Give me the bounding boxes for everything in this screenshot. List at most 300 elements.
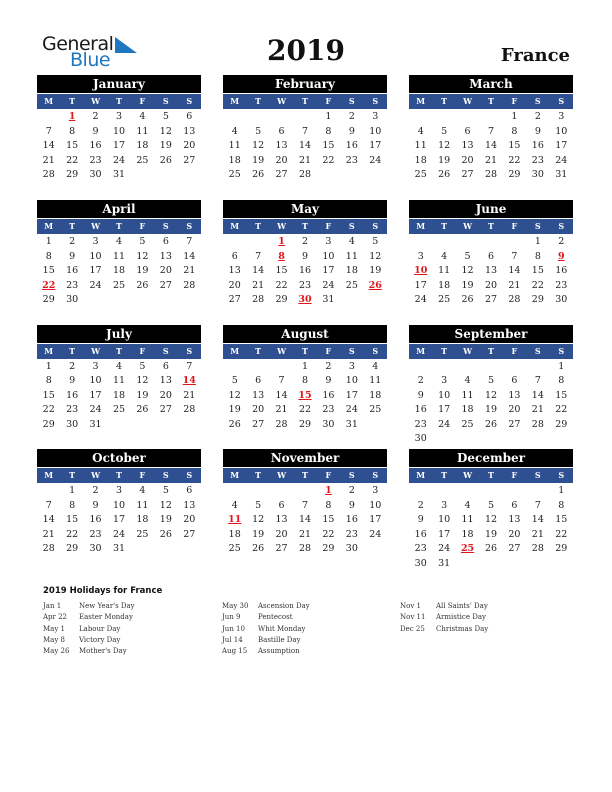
day-cell: 17 bbox=[438, 404, 451, 416]
holiday-name: Easter Monday bbox=[79, 613, 133, 622]
day-cell: 28 bbox=[298, 543, 312, 555]
day-cell: 7 bbox=[511, 250, 518, 262]
empty-cell bbox=[223, 484, 246, 499]
holiday-date: May 8 bbox=[43, 635, 65, 644]
day-cell: 16 bbox=[322, 389, 335, 401]
holiday-name: Labour Day bbox=[79, 624, 121, 633]
weekday-label: S bbox=[348, 470, 355, 480]
empty-cell bbox=[409, 235, 432, 250]
day-cell: 6 bbox=[231, 250, 238, 262]
day-cell: 11 bbox=[345, 250, 358, 262]
day-cell: 28 bbox=[484, 169, 498, 181]
weekday-label: S bbox=[162, 221, 169, 231]
day-cell: 15 bbox=[555, 514, 568, 526]
day-cell: 17 bbox=[112, 514, 126, 526]
weekday-label: T bbox=[69, 221, 76, 231]
day-grid bbox=[409, 110, 573, 183]
day-cell: 14 bbox=[298, 140, 312, 152]
day-cell: 13 bbox=[461, 140, 474, 152]
weekday-label: W bbox=[91, 470, 101, 480]
day-cell: 1 bbox=[45, 360, 52, 372]
day-cell: 9 bbox=[92, 499, 99, 511]
day-cell: 4 bbox=[464, 375, 471, 387]
day-cell: 20 bbox=[461, 154, 474, 166]
day-cell: 21 bbox=[42, 528, 55, 540]
month-title: July bbox=[37, 325, 201, 343]
holiday-row bbox=[222, 612, 310, 623]
empty-cell bbox=[270, 360, 293, 375]
day-cell: 23 bbox=[414, 543, 427, 555]
empty-cell bbox=[293, 484, 316, 499]
day-cell: 6 bbox=[255, 375, 262, 387]
day-cell: 16 bbox=[66, 389, 79, 401]
day-cell: 8 bbox=[558, 375, 565, 387]
day-cell: 1 bbox=[511, 111, 518, 122]
day-cell: 9 bbox=[325, 375, 332, 387]
day-cell: 6 bbox=[278, 499, 285, 511]
day-cell: 17 bbox=[555, 140, 568, 152]
day-cell: 19 bbox=[159, 514, 172, 526]
day-grid bbox=[37, 235, 201, 308]
day-cell: 22 bbox=[322, 154, 335, 166]
day-cell: 27 bbox=[484, 294, 498, 306]
day-cell: 27 bbox=[461, 169, 474, 181]
empty-cell bbox=[409, 360, 432, 375]
empty-cell bbox=[456, 360, 479, 375]
holiday-row bbox=[43, 601, 135, 612]
day-cell: 5 bbox=[487, 375, 495, 387]
day-cell: 16 bbox=[66, 265, 79, 277]
day-cell: 9 bbox=[69, 375, 76, 387]
day-cell: 18 bbox=[136, 514, 149, 526]
day-cell: 10 bbox=[369, 499, 382, 511]
weekday-label: W bbox=[277, 221, 287, 231]
day-cell: 29 bbox=[66, 169, 79, 181]
holiday-date: May 30 bbox=[222, 602, 249, 610]
day-cell: 22 bbox=[275, 279, 288, 291]
day-cell: 26 bbox=[438, 169, 451, 181]
month-title: October bbox=[37, 449, 201, 467]
weekday-header bbox=[409, 344, 573, 359]
weekday-label: T bbox=[488, 470, 494, 480]
day-cell: 5 bbox=[255, 125, 262, 137]
day-cell: 27 bbox=[159, 404, 172, 416]
day-cell: 13 bbox=[275, 140, 288, 152]
weekday-label: M bbox=[416, 470, 426, 480]
day-cell: 6 bbox=[186, 485, 193, 496]
day-cell: 7 bbox=[301, 125, 309, 137]
holiday-row bbox=[43, 612, 135, 623]
day-cell: 21 bbox=[531, 404, 544, 416]
day-cell: 6 bbox=[511, 375, 518, 387]
day-cell: 17 bbox=[345, 389, 358, 401]
day-cell: 6 bbox=[162, 236, 169, 247]
empty-cell bbox=[409, 484, 432, 499]
holiday-name: Assumption bbox=[258, 647, 300, 656]
day-cell: 14 bbox=[252, 265, 265, 277]
day-cell: 30 bbox=[66, 418, 79, 430]
weekday-label: S bbox=[372, 221, 379, 231]
day-cell: 15 bbox=[322, 140, 335, 152]
day-cell: 10 bbox=[112, 125, 126, 137]
day-cell: 9 bbox=[348, 499, 355, 511]
weekday-label: W bbox=[277, 96, 287, 106]
empty-cell bbox=[223, 110, 246, 125]
day-cell: 3 bbox=[348, 360, 355, 372]
day-cell: 29 bbox=[298, 418, 312, 430]
weekday-label: F bbox=[511, 96, 518, 106]
day-cell: 2 bbox=[92, 485, 99, 496]
day-cell: 3 bbox=[558, 111, 565, 122]
day-cell: 4 bbox=[441, 250, 448, 262]
day-cell: 7 bbox=[487, 125, 495, 137]
day-cell: 23 bbox=[298, 279, 312, 291]
holiday-row bbox=[43, 624, 135, 635]
day-cell: 13 bbox=[508, 389, 521, 401]
day-grid bbox=[37, 110, 201, 183]
weekday-label: T bbox=[488, 221, 494, 231]
day-cell: 18 bbox=[461, 528, 474, 540]
empty-cell bbox=[503, 360, 526, 375]
weekday-label: F bbox=[139, 345, 146, 356]
day-cell: 6 bbox=[487, 250, 495, 262]
day-cell: 21 bbox=[42, 154, 55, 166]
day-cell: 8 bbox=[534, 250, 541, 262]
day-cell: 29 bbox=[42, 418, 55, 430]
weekday-header bbox=[223, 468, 387, 483]
holiday-row bbox=[222, 601, 310, 612]
day-cell: 23 bbox=[89, 154, 102, 166]
day-cell: 30 bbox=[89, 543, 102, 555]
day-cell: 2 bbox=[534, 111, 541, 122]
weekday-label: M bbox=[230, 221, 240, 231]
weekday-label: W bbox=[91, 221, 101, 231]
day-cell: 15 bbox=[555, 389, 568, 401]
weekday-label: S bbox=[534, 96, 541, 106]
month-august bbox=[223, 325, 387, 433]
holiday-row bbox=[222, 646, 310, 657]
day-cell: 10 bbox=[438, 389, 451, 401]
holiday-name: All Saints' Day bbox=[436, 602, 488, 610]
day-cell: 4 bbox=[139, 485, 146, 496]
empty-cell bbox=[503, 235, 526, 250]
day-cell: 20 bbox=[484, 279, 498, 291]
weekday-header bbox=[409, 468, 573, 483]
empty-cell bbox=[479, 360, 502, 375]
day-cell: 27 bbox=[228, 294, 241, 306]
day-cell: 16 bbox=[298, 265, 312, 277]
month-may bbox=[223, 200, 387, 308]
day-cell: 11 bbox=[414, 140, 427, 152]
weekday-header bbox=[37, 94, 201, 109]
weekday-label: F bbox=[511, 470, 518, 480]
day-cell: 12 bbox=[136, 250, 149, 262]
day-cell: 23 bbox=[89, 528, 102, 540]
day-grid bbox=[223, 484, 387, 557]
day-cell: 4 bbox=[139, 111, 146, 122]
day-cell: 7 bbox=[45, 499, 52, 511]
holiday-row bbox=[400, 601, 488, 612]
day-cell: 13 bbox=[183, 499, 196, 511]
day-cell: 23 bbox=[66, 404, 79, 416]
day-cell: 20 bbox=[183, 140, 196, 152]
day-cell: 1 bbox=[301, 360, 309, 372]
empty-cell bbox=[503, 484, 526, 499]
day-cell: 19 bbox=[136, 265, 149, 277]
empty-cell bbox=[223, 360, 246, 375]
holiday-name: Bastille Day bbox=[258, 635, 301, 644]
holiday-day-cell: 26 bbox=[368, 279, 382, 291]
month-september bbox=[409, 325, 573, 448]
day-cell: 31 bbox=[112, 169, 126, 181]
day-cell: 9 bbox=[301, 250, 309, 262]
month-april bbox=[37, 200, 201, 308]
day-cell: 9 bbox=[534, 125, 541, 137]
weekday-label: S bbox=[534, 470, 541, 480]
day-cell: 27 bbox=[275, 543, 288, 555]
day-cell: 26 bbox=[252, 169, 265, 181]
month-title: November bbox=[223, 449, 387, 467]
day-cell: 18 bbox=[228, 154, 241, 166]
weekday-label: T bbox=[255, 221, 262, 231]
day-cell: 15 bbox=[42, 389, 55, 401]
day-cell: 13 bbox=[484, 265, 498, 277]
day-cell: 25 bbox=[438, 294, 451, 306]
day-cell: 20 bbox=[275, 154, 288, 166]
day-cell: 29 bbox=[275, 294, 288, 306]
day-cell: 14 bbox=[275, 389, 288, 401]
holiday-date: Nov 11 bbox=[400, 613, 426, 622]
month-title: February bbox=[223, 75, 387, 93]
holiday-column bbox=[43, 601, 135, 657]
day-cell: 31 bbox=[438, 557, 451, 569]
day-cell: 22 bbox=[555, 528, 568, 540]
weekday-label: T bbox=[69, 96, 76, 106]
day-cell: 31 bbox=[89, 418, 102, 430]
day-cell: 6 bbox=[511, 499, 518, 511]
day-cell: 9 bbox=[417, 389, 424, 401]
day-cell: 17 bbox=[414, 279, 427, 291]
day-cell: 4 bbox=[464, 499, 471, 511]
weekday-label: T bbox=[255, 470, 262, 480]
day-cell: 9 bbox=[417, 514, 424, 526]
day-cell: 13 bbox=[252, 389, 265, 401]
month-november bbox=[223, 449, 387, 557]
logo-text-general: General bbox=[42, 33, 114, 55]
day-cell: 3 bbox=[441, 375, 448, 387]
day-cell: 2 bbox=[301, 236, 309, 247]
day-cell: 16 bbox=[89, 140, 102, 152]
holiday-column bbox=[222, 601, 310, 657]
weekday-label: W bbox=[463, 96, 473, 106]
day-cell: 25 bbox=[345, 279, 358, 291]
holiday-day-cell: 9 bbox=[557, 250, 565, 262]
weekday-label: S bbox=[348, 345, 355, 356]
day-cell: 14 bbox=[183, 250, 196, 262]
weekday-label: W bbox=[463, 345, 473, 356]
day-cell: 13 bbox=[183, 125, 196, 137]
weekday-label: S bbox=[372, 345, 379, 356]
day-cell: 8 bbox=[69, 499, 76, 511]
day-cell: 24 bbox=[369, 154, 382, 166]
day-grid bbox=[409, 235, 573, 308]
day-cell: 30 bbox=[414, 433, 427, 445]
weekday-label: T bbox=[116, 345, 122, 356]
empty-cell bbox=[432, 110, 455, 125]
empty-cell bbox=[246, 110, 269, 125]
day-cell: 2 bbox=[417, 499, 424, 511]
weekday-label: T bbox=[302, 221, 308, 231]
day-cell: 15 bbox=[508, 140, 521, 152]
day-cell: 16 bbox=[414, 528, 427, 540]
empty-cell bbox=[409, 110, 432, 125]
day-cell: 29 bbox=[42, 294, 55, 306]
day-cell: 13 bbox=[159, 375, 172, 387]
empty-cell bbox=[293, 110, 316, 125]
day-cell: 22 bbox=[508, 154, 521, 166]
day-cell: 25 bbox=[112, 279, 126, 291]
holiday-date: Aug 15 bbox=[222, 647, 248, 656]
day-cell: 26 bbox=[136, 404, 149, 416]
holiday-row bbox=[43, 635, 135, 646]
day-cell: 19 bbox=[484, 404, 498, 416]
day-cell: 7 bbox=[186, 360, 193, 372]
day-cell: 10 bbox=[345, 375, 358, 387]
day-cell: 14 bbox=[42, 140, 55, 152]
day-cell: 17 bbox=[89, 389, 102, 401]
day-cell: 10 bbox=[322, 250, 335, 262]
day-cell: 15 bbox=[66, 140, 79, 152]
day-cell: 26 bbox=[159, 154, 172, 166]
weekday-label: T bbox=[441, 345, 448, 356]
day-cell: 5 bbox=[372, 236, 379, 247]
day-cell: 5 bbox=[487, 499, 495, 511]
month-title: April bbox=[37, 200, 201, 218]
month-march bbox=[409, 75, 573, 183]
day-cell: 1 bbox=[325, 111, 332, 122]
day-cell: 2 bbox=[348, 111, 355, 122]
holiday-row bbox=[222, 635, 310, 646]
day-cell: 26 bbox=[484, 543, 498, 555]
weekday-label: T bbox=[488, 345, 494, 356]
weekday-label: M bbox=[44, 221, 54, 231]
calendar-country: France bbox=[500, 45, 570, 66]
holiday-row bbox=[400, 624, 488, 635]
day-cell: 21 bbox=[484, 154, 498, 166]
day-cell: 2 bbox=[417, 375, 424, 387]
holiday-name: Ascension Day bbox=[258, 602, 310, 610]
calendar-year: 2019 bbox=[267, 34, 345, 67]
day-cell: 11 bbox=[136, 125, 149, 137]
day-cell: 31 bbox=[345, 418, 358, 430]
day-cell: 10 bbox=[112, 499, 126, 511]
month-title: March bbox=[409, 75, 573, 93]
day-cell: 7 bbox=[45, 125, 52, 137]
weekday-label: M bbox=[44, 345, 54, 356]
day-cell: 14 bbox=[508, 265, 521, 277]
day-cell: 16 bbox=[531, 140, 544, 152]
weekday-label: S bbox=[348, 96, 355, 106]
day-cell: 8 bbox=[45, 375, 52, 387]
month-october bbox=[37, 449, 201, 557]
day-cell: 25 bbox=[369, 404, 382, 416]
day-cell: 29 bbox=[66, 543, 79, 555]
day-cell: 19 bbox=[228, 404, 241, 416]
weekday-label: S bbox=[372, 470, 379, 480]
day-cell: 12 bbox=[252, 140, 265, 152]
day-cell: 11 bbox=[136, 499, 149, 511]
day-cell: 7 bbox=[534, 375, 541, 387]
day-cell: 28 bbox=[252, 294, 265, 306]
day-grid bbox=[223, 110, 387, 183]
day-cell: 8 bbox=[325, 499, 332, 511]
day-cell: 24 bbox=[89, 404, 102, 416]
day-cell: 11 bbox=[112, 375, 126, 387]
day-cell: 4 bbox=[115, 236, 123, 247]
day-cell: 27 bbox=[159, 279, 172, 291]
weekday-label: W bbox=[277, 345, 287, 356]
empty-cell bbox=[270, 110, 293, 125]
day-cell: 19 bbox=[252, 154, 265, 166]
day-cell: 20 bbox=[508, 528, 521, 540]
day-cell: 14 bbox=[531, 514, 544, 526]
day-cell: 27 bbox=[508, 543, 521, 555]
holiday-date: May 1 bbox=[43, 624, 65, 633]
day-cell: 22 bbox=[66, 154, 79, 166]
day-cell: 18 bbox=[369, 389, 382, 401]
day-cell: 17 bbox=[438, 528, 451, 540]
day-cell: 22 bbox=[322, 528, 335, 540]
holiday-name: Whit Monday bbox=[258, 624, 306, 633]
empty-cell bbox=[479, 484, 502, 499]
day-cell: 13 bbox=[228, 265, 241, 277]
holiday-date: Jun 9 bbox=[222, 613, 241, 622]
day-cell: 6 bbox=[186, 111, 193, 122]
day-cell: 28 bbox=[531, 543, 544, 555]
holiday-column bbox=[400, 601, 488, 635]
day-cell: 25 bbox=[136, 528, 149, 540]
generalblue-logo bbox=[42, 33, 142, 73]
day-cell: 28 bbox=[508, 294, 521, 306]
day-cell: 6 bbox=[278, 125, 285, 137]
day-cell: 14 bbox=[42, 514, 55, 526]
holiday-day-cell: 1 bbox=[325, 485, 332, 496]
day-cell: 24 bbox=[414, 294, 427, 306]
day-cell: 26 bbox=[159, 528, 172, 540]
weekday-label: S bbox=[186, 221, 193, 231]
holiday-row bbox=[400, 612, 488, 623]
day-cell: 30 bbox=[555, 294, 568, 306]
month-title: August bbox=[223, 325, 387, 343]
day-cell: 3 bbox=[92, 236, 99, 247]
empty-cell bbox=[246, 360, 269, 375]
day-cell: 9 bbox=[69, 250, 76, 262]
day-grid bbox=[223, 360, 387, 433]
day-cell: 1 bbox=[534, 236, 541, 247]
weekday-label: F bbox=[325, 345, 332, 356]
day-cell: 5 bbox=[139, 360, 146, 372]
day-cell: 29 bbox=[531, 294, 544, 306]
day-cell: 28 bbox=[42, 543, 55, 555]
weekday-label: M bbox=[416, 96, 426, 106]
empty-cell bbox=[432, 484, 455, 499]
empty-cell bbox=[479, 235, 502, 250]
day-cell: 14 bbox=[531, 389, 544, 401]
day-cell: 21 bbox=[508, 279, 521, 291]
day-cell: 22 bbox=[298, 404, 312, 416]
day-cell: 28 bbox=[531, 418, 544, 430]
weekday-label: T bbox=[69, 345, 76, 356]
